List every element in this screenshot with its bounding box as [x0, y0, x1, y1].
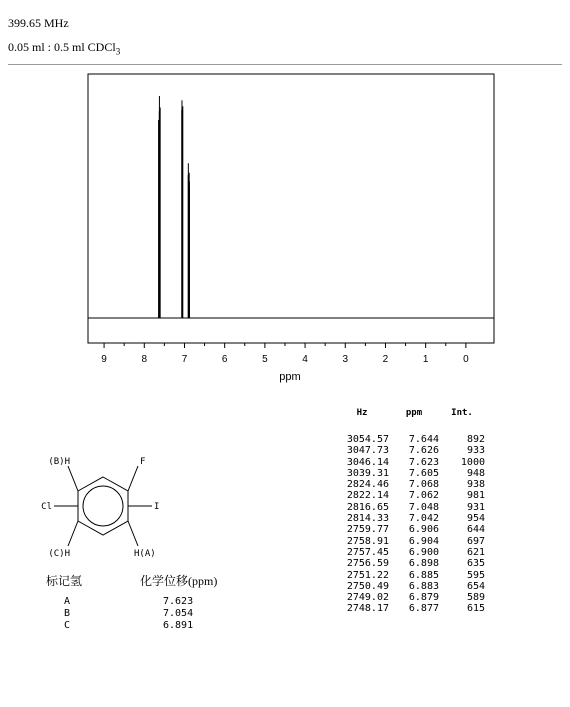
plot-frame: [88, 74, 494, 343]
peak-hz: 2756.59: [346, 558, 389, 570]
assignment-shift-b: 7.054: [163, 608, 194, 619]
assignment-header-shift: 化学位移(ppm): [140, 574, 218, 588]
bond-top-right: [128, 466, 138, 491]
aromatic-circle: [83, 486, 123, 526]
peak-ppm: 7.068: [408, 479, 439, 491]
peak-row: [335, 434, 485, 445]
peak-ppm: 7.062: [408, 490, 439, 502]
assignment-label-a: A: [64, 596, 71, 607]
x-tick-label-1: 1: [422, 354, 429, 365]
peak-row: [335, 558, 485, 569]
header-hz: Hz: [356, 408, 368, 418]
peak-hz: 2822.14: [346, 490, 389, 502]
peak-row: [335, 513, 485, 524]
peak-row: [335, 479, 485, 490]
assignment-header-label: 标记氢: [46, 574, 83, 588]
assignment-shift-c: 6.891: [163, 620, 194, 631]
peak-hz: 2814.33: [346, 513, 389, 525]
peak-int: 654: [466, 580, 485, 592]
peak-ppm: 6.904: [408, 535, 439, 547]
peak-int: 697: [466, 535, 485, 547]
x-tick-label-9: 9: [101, 354, 107, 365]
peak-row: [335, 592, 485, 603]
peak-hz: 2750.49: [346, 580, 389, 592]
peak-int: 1000: [460, 456, 485, 468]
peak-ppm: 6.906: [408, 524, 439, 536]
peak-row: [335, 457, 485, 468]
label-bh: (B)H: [48, 457, 70, 467]
peak-row: [335, 445, 485, 456]
peak-row: [335, 536, 485, 547]
peaks-layer: [159, 96, 190, 318]
peak-hz: 3047.73: [346, 445, 389, 457]
peak-hz: 2748.17: [346, 603, 389, 615]
peak-int: 938: [466, 479, 485, 491]
peak-hz: 3054.57: [346, 434, 389, 445]
label-i: I: [154, 502, 160, 512]
peak-ppm: 7.042: [408, 513, 439, 525]
peak-row: [335, 502, 485, 513]
peak-table-header-row: [335, 408, 485, 434]
peak-ppm: 7.626: [408, 445, 439, 457]
peak-hz: 2824.46: [346, 479, 389, 491]
bond-bottom-left: [68, 521, 78, 546]
peak-int: 644: [466, 524, 485, 536]
x-tick-label-7: 7: [181, 354, 188, 365]
peak-int: 948: [466, 467, 485, 479]
peak-row: [335, 581, 485, 592]
peak-row: [335, 603, 485, 614]
peak-int: 892: [466, 434, 485, 445]
peak-int: 954: [466, 513, 485, 525]
peak-int: 981: [466, 490, 485, 502]
peak-hz: 2749.02: [346, 592, 389, 604]
peak-ppm: 7.623: [408, 456, 439, 468]
peak-int: 595: [466, 569, 485, 581]
peak-int: 933: [466, 445, 485, 457]
peak-int: 615: [466, 603, 485, 615]
assignment-label-b: B: [64, 608, 71, 619]
peak-int: 635: [466, 558, 485, 570]
peak-table: [335, 408, 495, 615]
solvent-subscript: 3: [115, 46, 121, 57]
peak-int: 621: [466, 546, 485, 558]
molecule-structure: [30, 452, 170, 562]
header-int: Int.: [451, 408, 473, 418]
peak-hz: 3046.14: [346, 456, 389, 468]
solvent-text: 0.05 ml : 0.5 ml CDCl: [8, 40, 116, 54]
assignment-shift-a: 7.623: [163, 596, 194, 607]
peak-hz: 2759.77: [346, 524, 389, 536]
spectrometer-frequency: 399.65 MHz: [8, 16, 69, 30]
peak-table-body: [335, 434, 485, 615]
x-ticks: [101, 343, 469, 365]
x-tick-label-6: 6: [221, 354, 228, 365]
peak-row: [335, 490, 485, 501]
x-tick-label-3: 3: [342, 354, 349, 365]
x-tick-label-5: 5: [262, 354, 268, 365]
peak-ppm: 7.048: [408, 501, 439, 513]
peak-row: [335, 570, 485, 581]
x-tick-label-0: 0: [463, 354, 469, 365]
label-ha: H(A): [134, 549, 156, 559]
x-axis-label: ppm: [279, 371, 301, 383]
peak-ppm: 7.644: [408, 434, 439, 445]
header-ppm: ppm: [405, 408, 423, 418]
peak-hz: 3039.31: [346, 467, 389, 479]
peak-ppm: 6.877: [408, 603, 439, 615]
peak-hz: 2757.45: [346, 546, 389, 558]
peak-ppm: 6.898: [408, 558, 439, 570]
peak-ppm: 7.605: [408, 467, 439, 479]
x-tick-label-8: 8: [141, 354, 148, 365]
peak-table-grid: [335, 408, 485, 615]
peak-hz: 2816.65: [346, 501, 389, 513]
peak-int: 589: [466, 592, 485, 604]
peak-ppm: 6.900: [408, 546, 439, 558]
peak-int: 931: [466, 501, 485, 513]
bond-bottom-right: [128, 521, 138, 546]
assignment-label-c: C: [64, 620, 71, 631]
label-f: F: [140, 457, 146, 467]
x-tick-label-4: 4: [302, 354, 308, 365]
x-tick-label-2: 2: [382, 354, 389, 365]
peak-row: [335, 547, 485, 558]
peak-ppm: 6.879: [408, 592, 439, 604]
peak-row: [335, 468, 485, 479]
label-cl: Cl: [41, 502, 52, 512]
peak-hz: 2758.91: [346, 535, 389, 547]
peak-hz: 2751.22: [346, 569, 389, 581]
peak-ppm: 6.885: [408, 569, 439, 581]
peak-ppm: 6.883: [408, 580, 439, 592]
peak-row: [335, 524, 485, 535]
bond-top-left: [68, 466, 78, 491]
label-ch: (C)H: [48, 549, 70, 559]
